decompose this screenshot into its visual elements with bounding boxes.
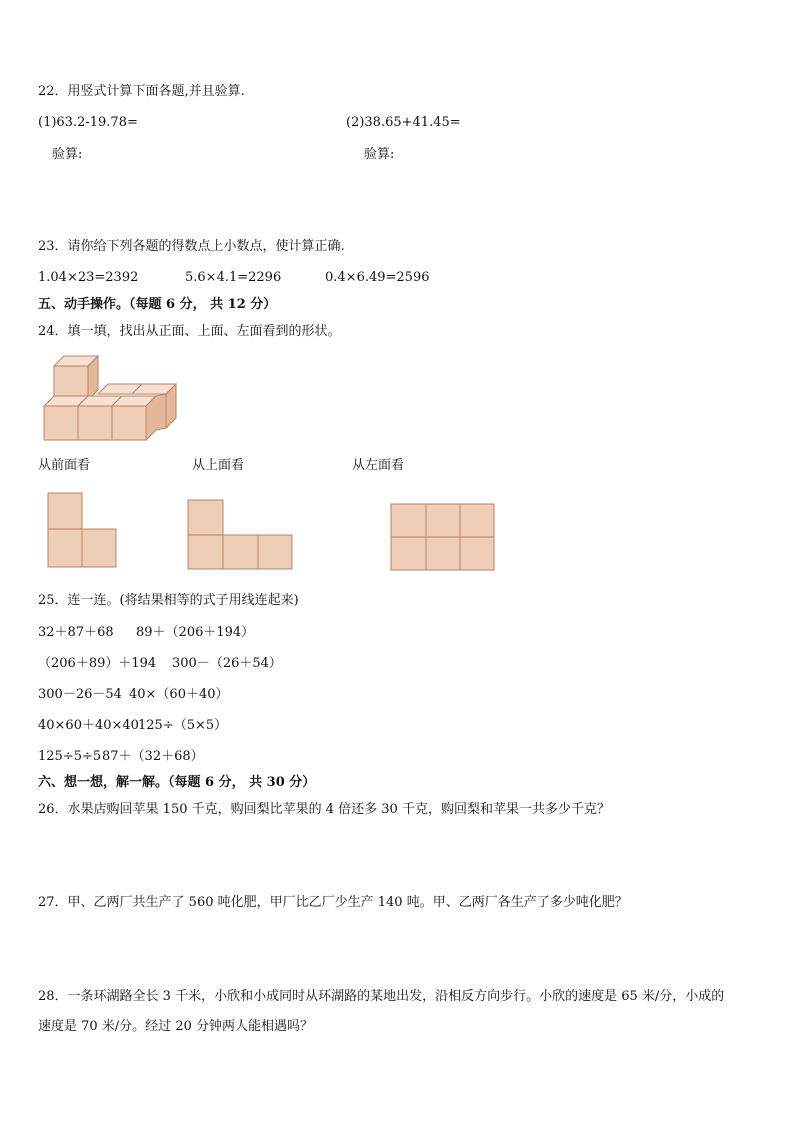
- cube-front-face: [78, 406, 112, 440]
- q23-expression-2: 5.6×4.1=2296: [185, 270, 282, 285]
- square-cell: [258, 535, 292, 569]
- view-front-label: 从前面看: [38, 458, 91, 473]
- q28-text-line-1: 28．一条环湖路全长 3 千米，小欣和小成同时从环湖路的某地出发，沿相反方向步行。小欣的速度是 65 米/分，小成的: [38, 989, 725, 1004]
- q25-right-expression-2: 300－（26＋54）: [172, 656, 282, 671]
- q23-title: 23．请你给下列各题的得数点上小数点，使计算正确.: [38, 239, 345, 254]
- q22-check-2: 验算:: [364, 147, 395, 162]
- view-top-label: 从上面看: [192, 458, 245, 473]
- q23-expression-1: 1.04×23=2392: [38, 270, 139, 285]
- q25-left-expression-4: 40×60＋40×40: [38, 718, 139, 733]
- square-cell: [391, 537, 426, 570]
- square-cell: [460, 537, 494, 570]
- cube-front-face: [112, 406, 146, 440]
- square-cell: [82, 529, 116, 567]
- left-view-shape: [389, 502, 497, 572]
- q25-left-expression-2: （206＋89）＋194: [38, 656, 157, 671]
- square-cell: [391, 504, 426, 537]
- q28-text-line-2: 速度是 70 米/分。经过 20 分钟两人能相遇吗？: [38, 1019, 313, 1034]
- section-5-heading: 五、动手操作。（每题 6 分， 共 12 分）: [38, 297, 277, 312]
- q25-title: 25．连一连。(将结果相等的式子用线连起来): [38, 593, 299, 608]
- front-view-shape: [46, 491, 118, 569]
- q22-problem-2: (2)38.65+41.45=: [346, 115, 461, 130]
- q25-right-expression-4: 125÷（5×5）: [138, 718, 228, 733]
- q25-left-expression-1: 32＋87＋68: [38, 625, 114, 640]
- q25-left-expression-5: 125÷5÷5: [38, 749, 102, 764]
- q22-check-1: 验算:: [52, 147, 83, 162]
- section-6-heading: 六、想一想，解一解。（每题 6 分， 共 30 分）: [38, 775, 316, 790]
- q22-title: 22．用竖式计算下面各题,并且验算.: [38, 84, 245, 99]
- square-cell: [48, 529, 82, 567]
- q25-left-expression-3: 300－26－54: [38, 687, 122, 702]
- q22-problem-1: (1)63.2-19.78=: [38, 115, 138, 130]
- cube-stack-figure: [40, 352, 175, 444]
- cube-front-face: [44, 406, 78, 440]
- square-cell: [48, 493, 82, 529]
- square-cell: [188, 535, 223, 569]
- q24-title: 24．填一填，找出从正面、上面、左面看到的形状。: [38, 324, 341, 339]
- square-cell: [426, 504, 460, 537]
- q27-text: 27．甲、乙两厂共生产了 560 吨化肥，甲厂比乙厂少生产 140 吨。甲、乙两厂各生产了多少吨化肥？: [38, 895, 628, 910]
- square-cell: [460, 504, 494, 537]
- square-cell: [223, 535, 258, 569]
- cube-front-face: [54, 366, 88, 400]
- square-cell: [188, 500, 223, 535]
- square-cell: [426, 537, 460, 570]
- q25-right-expression-3: 40×（60＋40）: [129, 687, 229, 702]
- q25-right-expression-5: 87＋（32＋68）: [102, 749, 204, 764]
- view-left-label: 从左面看: [352, 458, 405, 473]
- q23-expression-3: 0.4×6.49=2596: [325, 270, 430, 285]
- q25-right-expression-1: 89＋（206＋194）: [136, 625, 255, 640]
- top-view-shape: [186, 498, 294, 571]
- q26-text: 26．水果店购回苹果 150 千克，购回梨比苹果的 4 倍还多 30 千克，购回梨和苹果一共多少千克？: [38, 802, 610, 817]
